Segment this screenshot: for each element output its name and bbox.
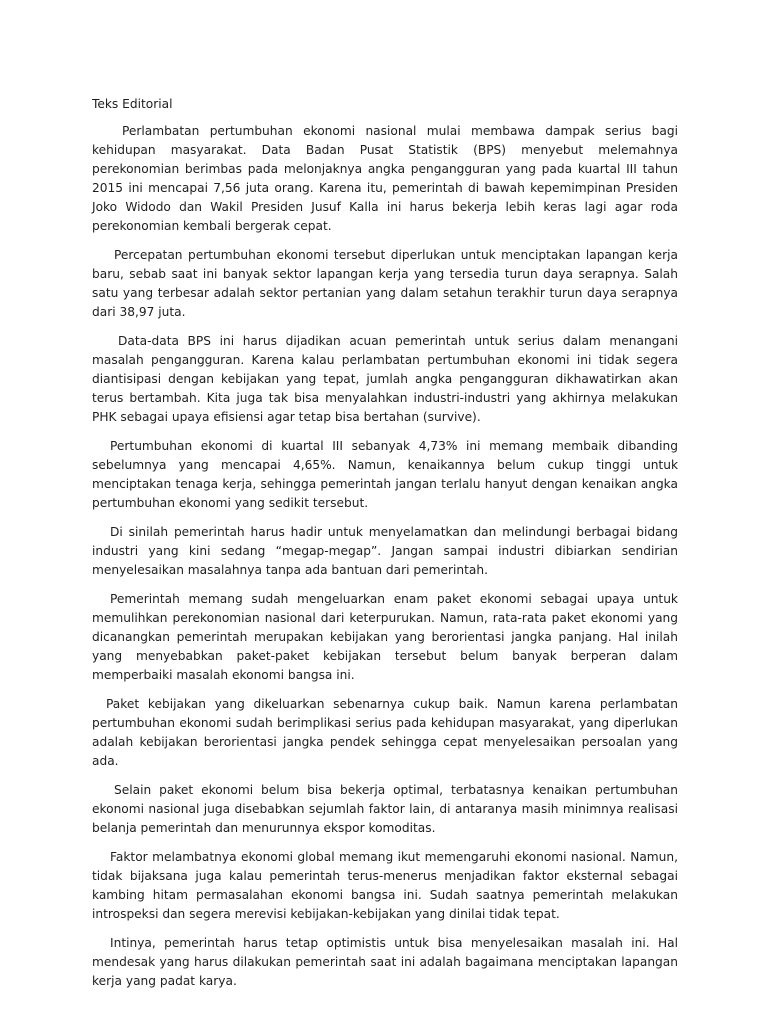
- paragraph: Pertumbuhan ekonomi di kuartal III sebanyak 4,73% ini memang membaik dibanding sebelumnya yang mencapai 4,65%. Namun, kenaikannya belum cukup tinggi untuk menciptakan tenaga kerja, sehingga pemerintah jangan terlalu hanyut dengan kenaikan angka pertumbuhan ekonomi yang sedikit tersebut.: [92, 439, 678, 510]
- paragraph: Perlambatan pertumbuhan ekonomi nasional mulai membawa dampak serius bagi kehidupan masyarakat. Data Badan Pusat Statistik (BPS) menyebut melemahnya perekonomian berimbas pada melonjaknya angka pengangguran yang pada kuartal III tahun 2015 ini mencapai 7,56 juta orang. Karena itu, pemerintah di bawah kepemimpinan Presiden Joko Widodo dan Wakil Presiden Jusuf Kalla ini harus bekerja lebih keras lagi agar roda perekonomian kembali bergerak cepat.: [92, 124, 678, 233]
- document-title: Teks Editorial: [92, 97, 173, 111]
- paragraph: Faktor melambatnya ekonomi global memang ikut memengaruhi ekonomi nasional. Namun, tidak bijaksana juga kalau pemerintah terus-menerus menjadikan faktor eksternal sebagai kambing hitam permasalahan ekonomi bangsa ini. Sudah saatnya pemerintah melakukan introspeksi dan segera merevisi kebijakan-kebijakan yang dinilai tidak tepat.: [92, 850, 678, 921]
- paragraph: Intinya, pemerintah harus tetap optimistis untuk bisa menyelesaikan masalah ini. Hal mendesak yang harus dilakukan pemerintah saat ini adalah bagaimana menciptakan lapangan kerja yang padat karya.: [92, 936, 678, 988]
- paragraph-list: [92, 122, 678, 991]
- paragraph: Paket kebijakan yang dikeluarkan sebenarnya cukup baik. Namun karena perlambatan pertumbuhan ekonomi sudah berimplikasi serius pada kehidupan masyarakat, yang diperlukan adalah kebijakan berorientasi jangka pendek sehingga cepat menyelesaikan persoalan yang ada.: [92, 697, 678, 768]
- paragraph: Selain paket ekonomi belum bisa bekerja optimal, terbatasnya kenaikan pertumbuhan ekonomi nasional juga disebabkan sejumlah faktor lain, di antaranya masih minimnya realisasi belanja pemerintah dan menurunnya ekspor komoditas.: [92, 783, 678, 835]
- paragraph: Data-data BPS ini harus dijadikan acuan pemerintah untuk serius dalam menangani masalah pengangguran. Karena kalau perlambatan pertumbuhan ekonomi ini tidak segera diantisipasi dengan kebijakan yang tepat, jumlah angka pengangguran dikhawatirkan akan terus bertambah. Kita juga tak bisa menyalahkan industri-industri yang akhirnya melakukan PHK sebagai upaya efisiensi agar tetap bisa bertahan (survive).: [92, 334, 678, 424]
- paragraph: Di sinilah pemerintah harus hadir untuk menyelamatkan dan melindungi berbagai bidang industri yang kini sedang “megap-megap”. Jangan sampai industri dibiarkan sendirian menyelesaikan masalahnya tanpa ada bantuan dari pemerintah.: [92, 525, 678, 577]
- document-body: [92, 95, 678, 1001]
- paragraph: Pemerintah memang sudah mengeluarkan enam paket ekonomi sebagai upaya untuk memulihkan perekonomian nasional dari keterpurukan. Namun, rata-rata paket ekonomi yang dicanangkan pemerintah merupakan kebijakan yang berorientasi jangka panjang. Hal inilah yang menyebabkan paket-paket kebijakan tersebut belum banyak berperan dalam memperbaiki masalah ekonomi bangsa ini.: [92, 592, 678, 682]
- paragraph: Percepatan pertumbuhan ekonomi tersebut diperlukan untuk menciptakan lapangan kerja baru, sebab saat ini banyak sektor lapangan kerja yang tersedia turun daya serapnya. Salah satu yang terbesar adalah sektor pertanian yang dalam setahun terakhir turun daya serapnya dari 38,97 juta.: [92, 248, 678, 319]
